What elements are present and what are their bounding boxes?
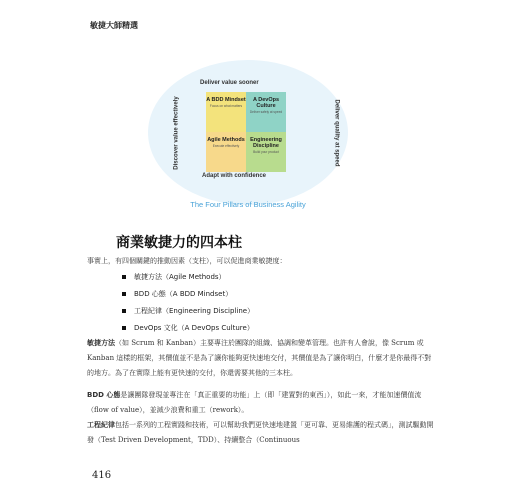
list-item: 工程紀律（Engineering Discipline） bbox=[122, 303, 254, 320]
quadrant-title: Engineering Discipline bbox=[250, 137, 282, 150]
paragraph-engineering-discipline bbox=[87, 418, 437, 448]
paragraph-agile-methods bbox=[87, 336, 437, 381]
list-item: BDD 心態（A BDD Mindset） bbox=[122, 286, 254, 303]
quadrant-subtitle: Execute effectively bbox=[212, 144, 240, 149]
paragraph-text: 包括一系列的工程實踐和技術，可以幫助我們更快速地建置「更可靠、更易維護的程式碼」，測試驅動開發（Test Driven Development，TDD）、持續整合（Continuous bbox=[87, 421, 434, 444]
paragraph-term: 敏捷方法 bbox=[87, 339, 115, 347]
pillars-grid bbox=[206, 92, 286, 172]
list-item: DevOps 文化（A DevOps Culture） bbox=[122, 320, 254, 337]
figure-label-left: Discover value effectively bbox=[173, 96, 180, 170]
quadrant-devops-culture bbox=[246, 92, 286, 132]
quadrant-bdd-mindset bbox=[206, 92, 246, 132]
quadrant-title: A DevOps Culture bbox=[252, 97, 280, 110]
paragraph-term: BDD 心態 bbox=[87, 391, 121, 399]
paragraph-text: （如 Scrum 和 Kanban）主要專注於團隊的組織、協調和變革管理。也許有人會說，像 Scrum 或 Kanban 這樣的框架，其價值並不是為了讓你能夠更快速地交付，其價值是為了讓你明白，什麼才是你最得不對的地方。為了在實際上能有更快速的交付，你還需要其他的三本柱。 bbox=[87, 339, 432, 377]
figure-label-bottom: Adapt with confidence bbox=[202, 173, 267, 179]
figure-label-top: Deliver value sooner bbox=[200, 80, 259, 86]
quadrant-subtitle: Deliver safely at speed bbox=[249, 110, 283, 115]
quadrant-title: A BDD Mindset bbox=[206, 97, 246, 103]
intro-paragraph: 事實上，有四個關鍵的推動因素（支柱），可以促進商業敏捷度： bbox=[87, 257, 287, 265]
figure-caption: The Four Pillars of Business Agility bbox=[190, 200, 306, 209]
page-number: 416 bbox=[92, 470, 112, 481]
quadrant-title: Agile Methods bbox=[207, 137, 245, 143]
list-item: 敏捷方法（Agile Methods） bbox=[122, 269, 254, 286]
pillars-list bbox=[122, 269, 254, 337]
paragraph-text: 是讓團隊發現並專注在「真正重要的功能」上（即「建置對的東西」），如此一來，才能加速價值流（flow of value），並減少浪費和重工（rework）。 bbox=[87, 391, 422, 414]
quadrant-engineering-discipline bbox=[246, 132, 286, 172]
paragraph-bdd-mindset bbox=[87, 388, 437, 418]
paragraph-term: 工程紀律 bbox=[87, 421, 115, 429]
figure-label-right: Deliver quality at speed bbox=[333, 99, 340, 167]
section-title: 商業敏捷力的四本柱 bbox=[116, 235, 242, 251]
running-head: 敏捷大師精選 bbox=[90, 21, 138, 30]
quadrant-subtitle: Focus on what matters bbox=[209, 104, 243, 109]
quadrant-agile-methods bbox=[206, 132, 246, 172]
four-pillars-figure bbox=[148, 60, 348, 220]
quadrant-subtitle: Build your product bbox=[253, 150, 279, 155]
